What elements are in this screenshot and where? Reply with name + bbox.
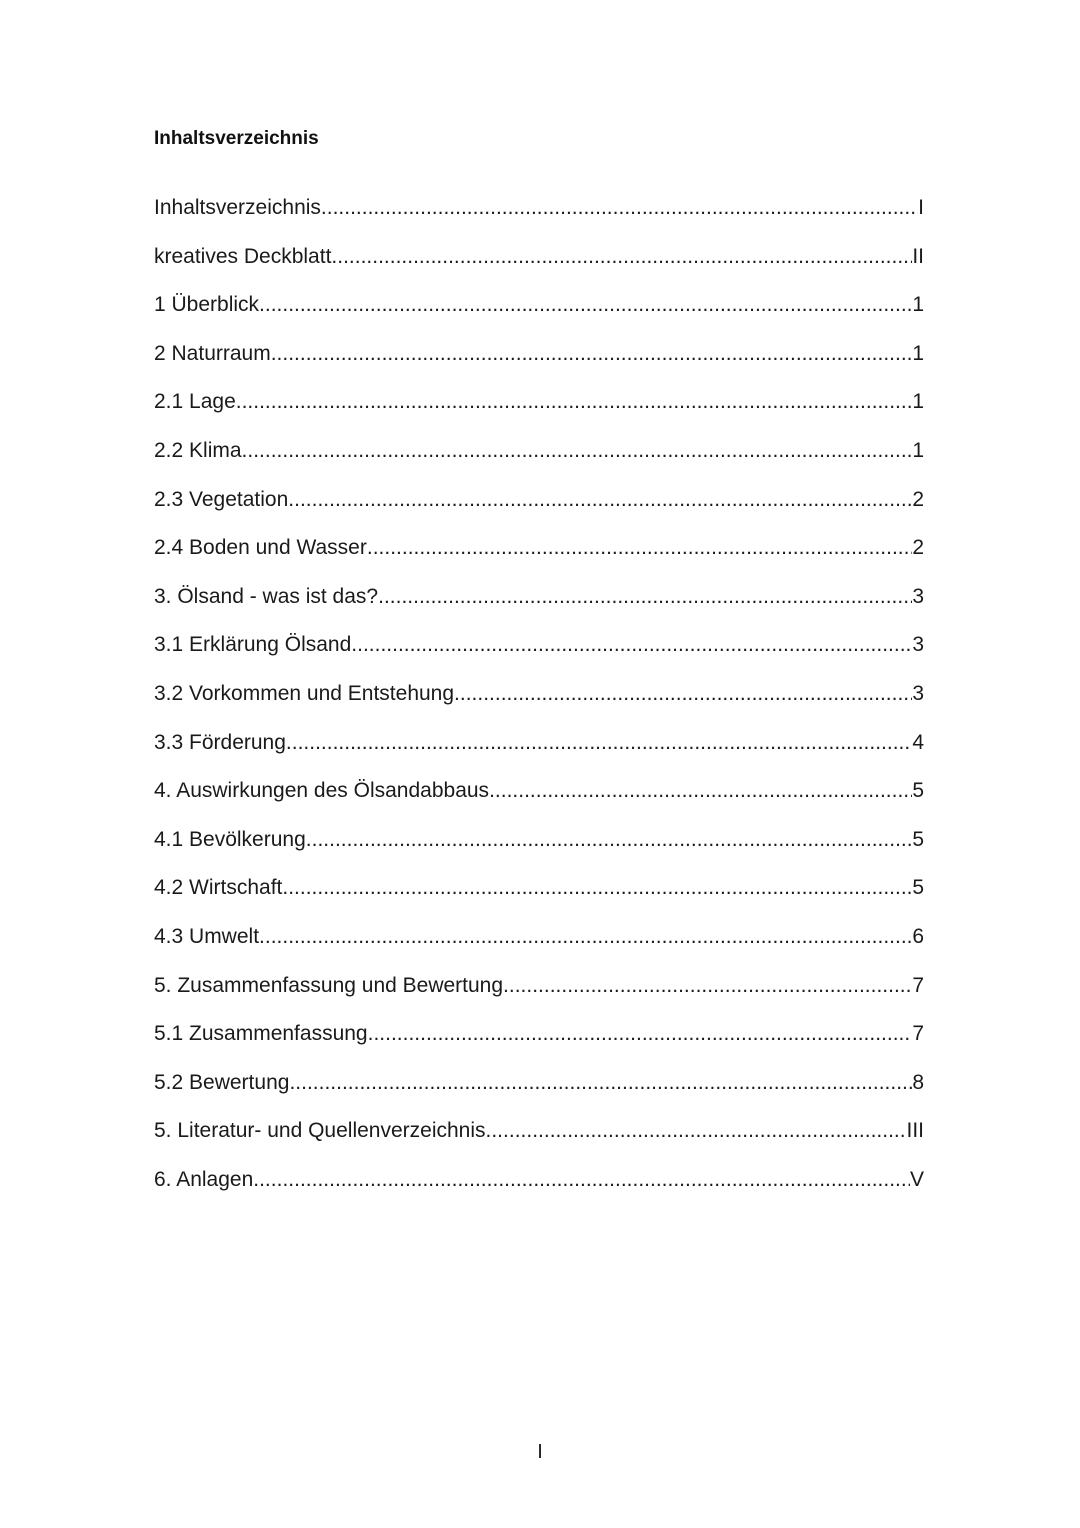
toc-entry — [154, 680, 924, 729]
toc-entry-page: 2 — [912, 536, 924, 560]
toc-dot-leader — [367, 534, 912, 562]
toc-dot-leader — [486, 1117, 907, 1145]
toc-entry — [154, 631, 924, 680]
toc-entry-title: 2.3 Vegetation — [154, 487, 289, 511]
toc-dot-leader — [288, 486, 912, 514]
toc-entry-page: 5 — [912, 876, 924, 900]
toc-entry-title: 3.3 Förderung — [154, 730, 286, 754]
toc-entry-page: 3 — [912, 584, 924, 608]
toc-entry — [154, 1020, 924, 1069]
toc-entry-title: kreatives Deckblatt — [154, 244, 332, 268]
toc-entry — [154, 1117, 924, 1166]
toc-entry — [154, 486, 924, 535]
toc-entry — [154, 777, 924, 826]
toc-dot-leader — [368, 1020, 913, 1048]
toc-dot-leader — [259, 291, 912, 319]
toc-entry-page: 4 — [912, 730, 924, 754]
toc-entry-title: 1 Überblick — [154, 293, 260, 317]
toc-entry-title: 4.1 Bevölkerung — [154, 827, 306, 851]
toc-entry — [154, 534, 924, 583]
toc-entry-title: 2.1 Lage — [154, 390, 236, 414]
table-of-contents — [154, 194, 924, 1214]
toc-entry — [154, 1166, 924, 1215]
toc-entry — [154, 437, 924, 486]
toc-dot-leader — [253, 1166, 910, 1194]
toc-entry-page: 3 — [912, 633, 924, 657]
toc-entry-page: 2 — [912, 487, 924, 511]
toc-entry-title: 2.4 Boden und Wasser — [154, 536, 367, 560]
toc-entry-page: III — [906, 1119, 924, 1143]
toc-entry — [154, 583, 924, 632]
toc-entry-title: 5. Literatur- und Quellenverzeichnis — [154, 1119, 486, 1143]
toc-dot-leader — [242, 437, 913, 465]
toc-entry-page: 1 — [912, 293, 924, 317]
toc-entry — [154, 243, 924, 292]
toc-dot-leader — [351, 631, 912, 659]
toc-entry-page: 1 — [912, 390, 924, 414]
toc-dot-leader — [271, 340, 913, 368]
toc-entry-title: 6. Anlagen — [154, 1167, 254, 1191]
toc-entry-page: I — [918, 196, 924, 219]
toc-entry-title: 4. Auswirkungen des Ölsandabbaus — [154, 779, 490, 803]
toc-entry-page: 5 — [912, 827, 924, 851]
toc-entry — [154, 340, 924, 389]
toc-entry — [154, 826, 924, 875]
toc-dot-leader — [236, 388, 913, 416]
toc-entry — [154, 1069, 924, 1118]
toc-entry — [154, 923, 924, 972]
toc-entry-title: 5. Zusammenfassung und Bewertung — [154, 973, 504, 997]
toc-entry-page: 3 — [912, 681, 924, 705]
toc-entry — [154, 291, 924, 340]
toc-entry-title: 4.3 Umwelt — [154, 924, 260, 948]
toc-entry-title: 5.2 Bewertung — [154, 1070, 290, 1094]
toc-entry-page: 7 — [912, 1022, 924, 1046]
toc-dot-leader — [289, 1069, 912, 1097]
toc-entry — [154, 729, 924, 778]
toc-entry-page: 7 — [912, 973, 924, 997]
toc-entry-title: 4.2 Wirtschaft — [154, 876, 283, 900]
toc-entry-title: Inhaltsverzeichnis — [154, 196, 321, 219]
toc-entry-page: 1 — [912, 341, 924, 365]
toc-entry-page: 1 — [912, 438, 924, 462]
toc-dot-leader — [454, 680, 912, 708]
toc-entry-title: 5.1 Zusammenfassung — [154, 1022, 368, 1046]
page-number: I — [537, 1441, 543, 1463]
toc-entry-page: 5 — [912, 779, 924, 803]
toc-entry-title: 2.2 Klima — [154, 438, 242, 462]
toc-dot-leader — [503, 972, 912, 1000]
toc-entry — [154, 972, 924, 1021]
toc-dot-leader — [331, 243, 912, 271]
toc-entry — [154, 194, 924, 243]
toc-entry-title: 3.2 Vorkommen und Entstehung — [154, 681, 455, 705]
toc-entry-title: 2 Naturraum — [154, 341, 271, 365]
toc-dot-leader — [286, 729, 912, 757]
toc-entry-title: 3. Ölsand - was ist das? — [154, 584, 379, 608]
toc-entry-title: 3.1 Erklärung Ölsand — [154, 633, 352, 657]
toc-entry-page: V — [909, 1167, 924, 1191]
toc-entry-page: 8 — [912, 1070, 924, 1094]
toc-entry — [154, 388, 924, 437]
toc-dot-leader — [489, 777, 912, 805]
toc-entry-page: II — [912, 244, 924, 268]
toc-dot-leader — [321, 194, 918, 222]
toc-dot-leader — [306, 826, 913, 854]
toc-dot-leader — [282, 874, 912, 902]
toc-entry-page: 6 — [912, 924, 924, 948]
toc-dot-leader — [378, 583, 912, 611]
toc-dot-leader — [259, 923, 912, 951]
page-title: Inhaltsverzeichnis — [154, 128, 319, 149]
toc-entry — [154, 874, 924, 923]
